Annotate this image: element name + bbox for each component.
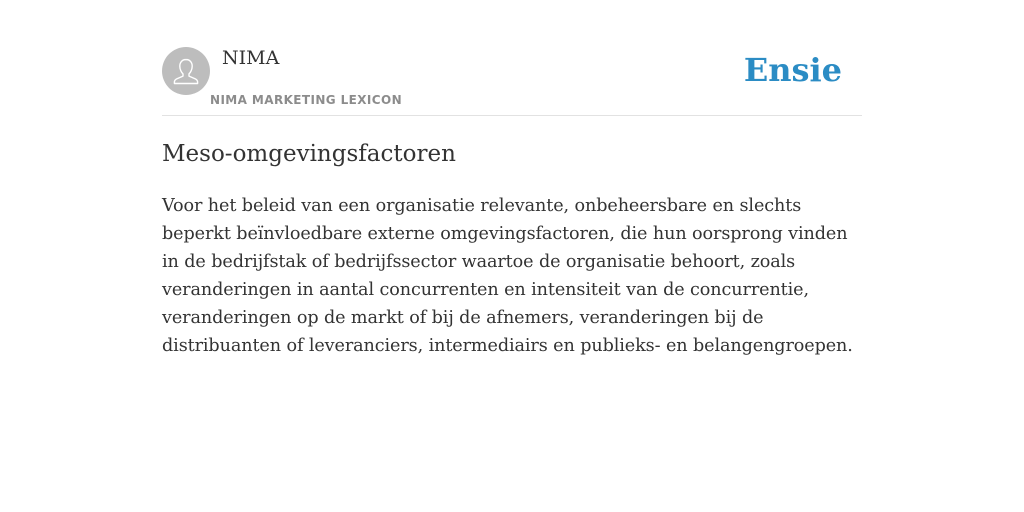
entry-definition: Voor het beleid van een organisatie relevante, onbeheersbare en slechts beperkt beïnvloedbare externe omgevingsfactoren, die hun oorsprong vinden in de bedrijfstak of bedrijfssector waartoe de organisatie behoort, zoals veranderingen in aantal concurrenten en intensiteit van de concurrentie, veranderingen op de markt of bij de afnemers, veranderingen bij de distribuanten of leveranciers, intermediairs en publieks- en belangengroepen. — [162, 196, 853, 356]
author-avatar[interactable] — [162, 47, 210, 95]
card-header — [162, 0, 862, 116]
user-silhouette-icon — [162, 47, 210, 95]
definition-card — [162, 0, 862, 356]
source-label[interactable]: NIMA MARKETING LEXICON — [210, 93, 403, 107]
entry-title: Meso-omgevingsfactoren — [162, 141, 456, 167]
ensie-logo[interactable]: Ensie — [743, 51, 842, 89]
author-name[interactable]: NIMA — [222, 47, 280, 69]
